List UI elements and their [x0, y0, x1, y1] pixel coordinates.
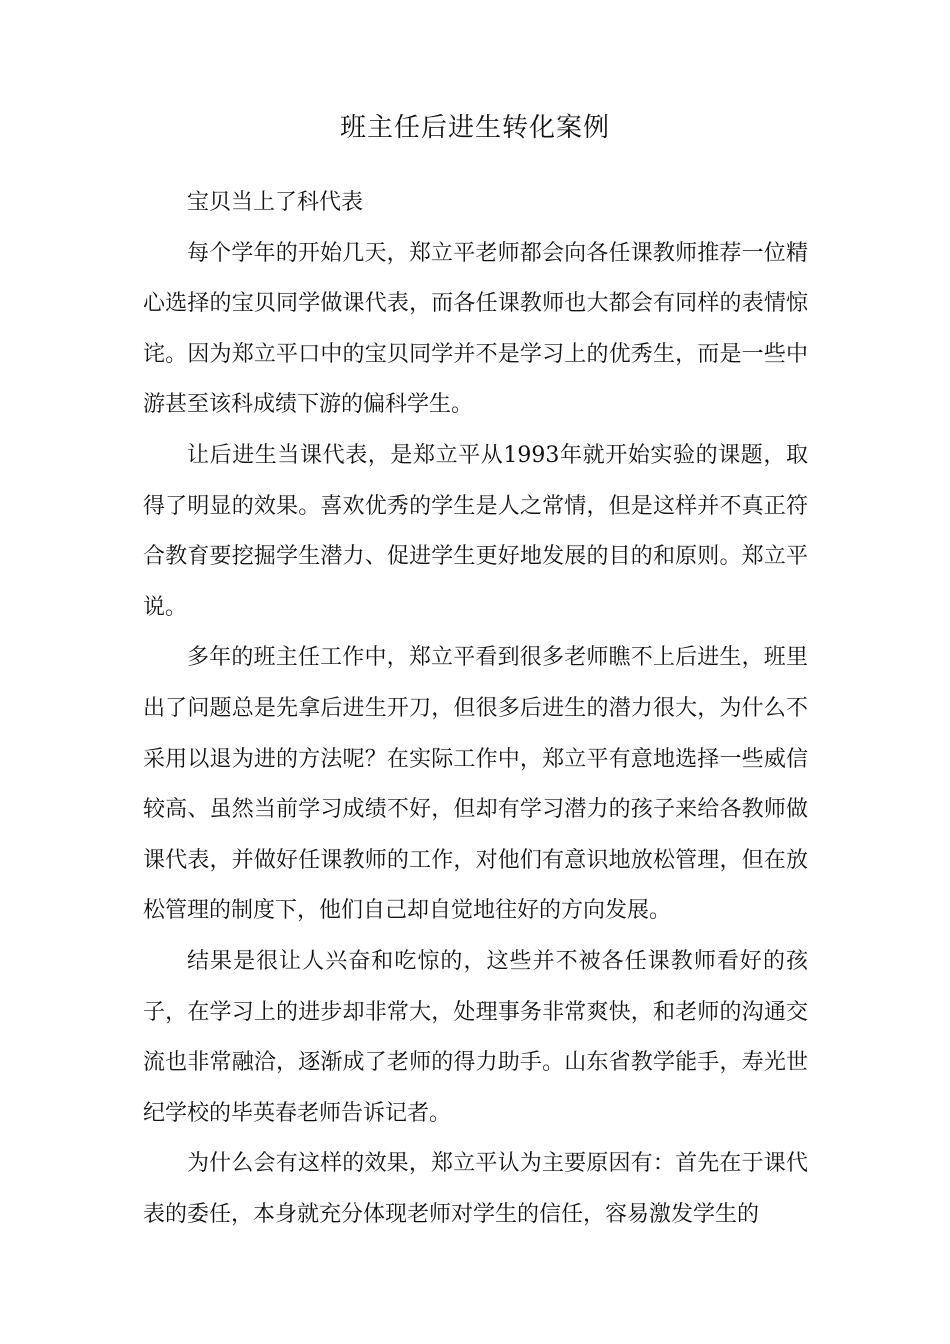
paragraph: 每个学年的开始几天，郑立平老师都会向各任课教师推荐一位精心选择的宝贝同学做课代表，而各任课教师也大都会有同样的表情惊诧。因为郑立平口中的宝贝同学并不是学习上的优秀生，而是一些中游甚至该科成绩下游的偏科学生。: [143, 240, 808, 418]
section-heading: 宝贝当上了科代表: [187, 190, 364, 215]
paragraph: 让后进生当课代表，是郑立平从1993年就开始实验的课题，取得了明显的效果。喜欢优秀的学生是人之常情，但是这样并不真正符合教育要挖掘学生潜力、促进学生更好地发展的目的和原则。郑立平说。: [143, 442, 808, 620]
paragraph: 为什么会有这样的效果，郑立平认为主要原因有：首先在于课代表的委任，本身就充分体现老师对学生的信任，容易激发学生的: [143, 1151, 808, 1227]
paragraph: 结果是很让人兴奋和吃惊的，这些并不被各任课教师看好的孩子，在学习上的进步却非常大，处理事务非常爽快，和老师的沟通交流也非常融洽，逐渐成了老师的得力助手。山东省教学能手，寿光世纪学校的毕英春老师告诉记者。: [143, 948, 808, 1126]
document-body: [143, 178, 808, 1240]
paragraph: 多年的班主任工作中，郑立平看到很多老师瞧不上后进生，班里出了问题总是先拿后进生开刀，但很多后进生的潜力很大，为什么不采用以退为进的方法呢？在实际工作中，郑立平有意地选择一些威信较高、虽然当前学习成绩不好，但却有学习潜力的孩子来给各教师做课代表，并做好任课教师的工作，对他们有意识地放松管理，但在放松管理的制度下，他们自己却自觉地往好的方向发展。: [143, 645, 808, 924]
document-title: 班主任后进生转化案例: [339, 113, 610, 143]
